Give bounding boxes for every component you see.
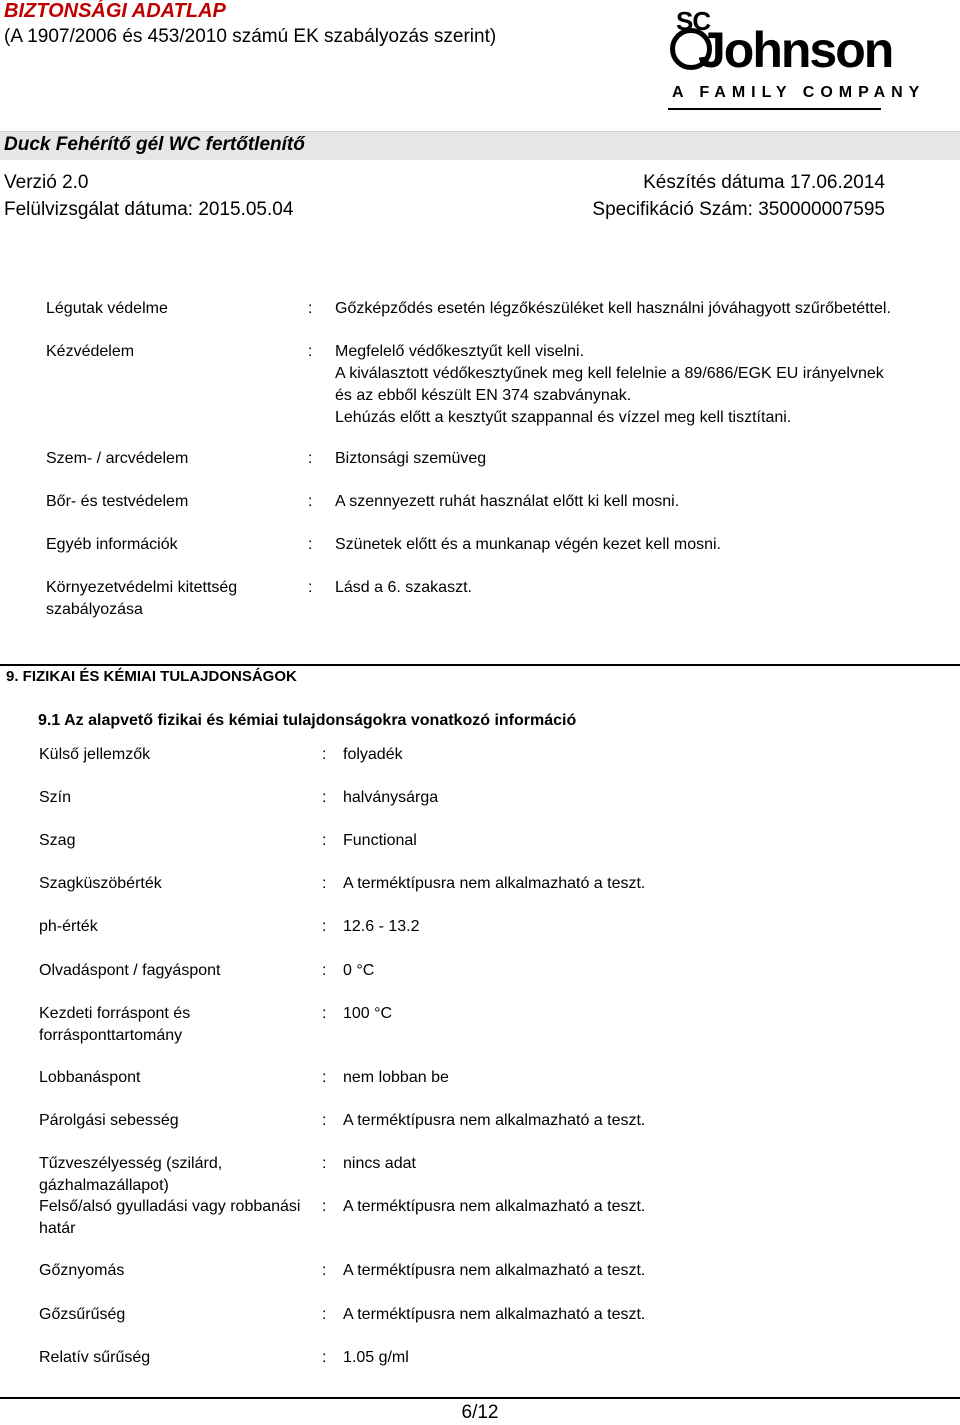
protection-label: Egyéb információk — [46, 536, 178, 553]
protection-value: Szünetek előtt és a munkanap végén kezet kell mosni. — [335, 536, 721, 553]
separator: : — [308, 493, 313, 510]
protection-value: és az ebből készült EN 374 szabványnak. — [335, 387, 632, 404]
property-label: Tűzveszélyesség (szilárd, gázhalmazállapot) — [39, 1155, 223, 1194]
separator: : — [322, 1155, 327, 1172]
separator: : — [308, 450, 313, 467]
property-label: Olvadáspont / fagyáspont — [39, 962, 221, 979]
property-label: Gőznyomás — [39, 1262, 125, 1279]
separator: : — [322, 1262, 327, 1279]
protection-label: Légutak védelme — [46, 300, 168, 317]
protection-value: Lásd a 6. szakaszt. — [335, 579, 472, 596]
logo-divider — [668, 108, 881, 110]
logo-wordmark: Johnson — [698, 22, 893, 78]
separator: : — [322, 962, 327, 979]
separator: : — [322, 1198, 327, 1215]
logo-tagline: A FAMILY COMPANY — [672, 84, 926, 101]
property-value: 1.05 g/ml — [343, 1349, 409, 1366]
property-label: Gőzsűrűség — [39, 1306, 126, 1323]
property-label: Kezdeti forráspont és forrásponttartomány — [39, 1005, 191, 1044]
separator: : — [308, 300, 313, 317]
separator: : — [322, 918, 327, 935]
property-value: A terméktípusra nem alkalmazható a teszt. — [343, 1262, 646, 1279]
protection-label: Kézvédelem — [46, 343, 135, 360]
separator: : — [308, 579, 313, 596]
property-label: Szín — [39, 789, 72, 806]
separator: : — [322, 1306, 327, 1323]
property-value: 100 °C — [343, 1005, 393, 1022]
company-logo — [668, 6, 926, 116]
document-subtitle: (A 1907/2006 és 453/2010 számú EK szabályozás szerint) — [4, 26, 497, 47]
protection-label: Környezetvédelmi kitettség szabályozása — [46, 579, 238, 618]
separator: : — [308, 536, 313, 553]
property-value: halványsárga — [343, 789, 439, 806]
protection-value: Gőzképződés esetén légzőkészüléket kell használni jóváhagyott szűrőbetéttel. — [335, 300, 891, 317]
property-label: Külső jellemzők — [39, 746, 151, 763]
separator: : — [322, 1112, 327, 1129]
property-value: A terméktípusra nem alkalmazható a teszt. — [343, 1198, 646, 1215]
property-label: Szag — [39, 832, 76, 849]
property-label: Lobbanáspont — [39, 1069, 141, 1086]
spec-number: Specifikáció Szám: 350000007595 — [592, 199, 885, 220]
creation-date: Készítés dátuma 17.06.2014 — [643, 172, 885, 193]
protection-value: A kiválasztott védőkesztyűnek meg kell felelnie a 89/686/EGK EU irányelvnek — [335, 365, 884, 382]
protection-label: Szem- / arcvédelem — [46, 450, 189, 467]
property-value: folyadék — [343, 746, 403, 763]
property-value: nem lobban be — [343, 1069, 449, 1086]
separator: : — [322, 746, 327, 763]
protection-value: Lehúzás előtt a kesztyűt szappannal és vízzel meg kell tisztítani. — [335, 409, 792, 426]
property-label: Relatív sűrűség — [39, 1349, 151, 1366]
property-value: Functional — [343, 832, 417, 849]
protection-value: Biztonsági szemüveg — [335, 450, 487, 467]
revision-date: Felülvizsgálat dátuma: 2015.05.04 — [4, 199, 294, 220]
property-label: Felső/alsó gyulladási vagy robbanási határ — [39, 1198, 301, 1237]
property-value: 0 °C — [343, 962, 375, 979]
subsection-title: 9.1 Az alapvető fizikai és kémiai tulajdonságokra vonatkozó információ — [38, 712, 577, 729]
property-value: A terméktípusra nem alkalmazható a teszt. — [343, 1112, 646, 1129]
footer-divider — [0, 1397, 960, 1399]
document-title: BIZTONSÁGI ADATLAP — [4, 0, 226, 22]
protection-value: Megfelelő védőkesztyűt kell viselni. — [335, 343, 585, 360]
property-value: A terméktípusra nem alkalmazható a teszt. — [343, 1306, 646, 1323]
version: Verzió 2.0 — [4, 172, 89, 193]
property-value: A terméktípusra nem alkalmazható a teszt. — [343, 875, 646, 892]
section-title: 9. FIZIKAI ÉS KÉMIAI TULAJDONSÁGOK — [6, 668, 297, 685]
protection-label: Bőr- és testvédelem — [46, 493, 189, 510]
product-name: Duck Fehérítő gél WC fertőtlenítő — [4, 134, 305, 155]
page-number: 6/12 — [461, 1402, 499, 1423]
separator: : — [322, 789, 327, 806]
separator: : — [322, 1005, 327, 1022]
separator: : — [308, 343, 313, 360]
protection-value: A szennyezett ruhát használat előtt ki kell mosni. — [335, 493, 680, 510]
separator: : — [322, 1069, 327, 1086]
product-bar — [0, 131, 960, 160]
section-divider — [0, 664, 960, 666]
property-value: nincs adat — [343, 1155, 416, 1172]
property-label: ph-érték — [39, 918, 98, 935]
separator: : — [322, 832, 327, 849]
property-value: 12.6 - 13.2 — [343, 918, 420, 935]
property-label: Szagküszöbérték — [39, 875, 162, 892]
separator: : — [322, 875, 327, 892]
separator: : — [322, 1349, 327, 1366]
property-label: Párolgási sebesség — [39, 1112, 179, 1129]
logo-sc-text: SC — [676, 6, 711, 36]
